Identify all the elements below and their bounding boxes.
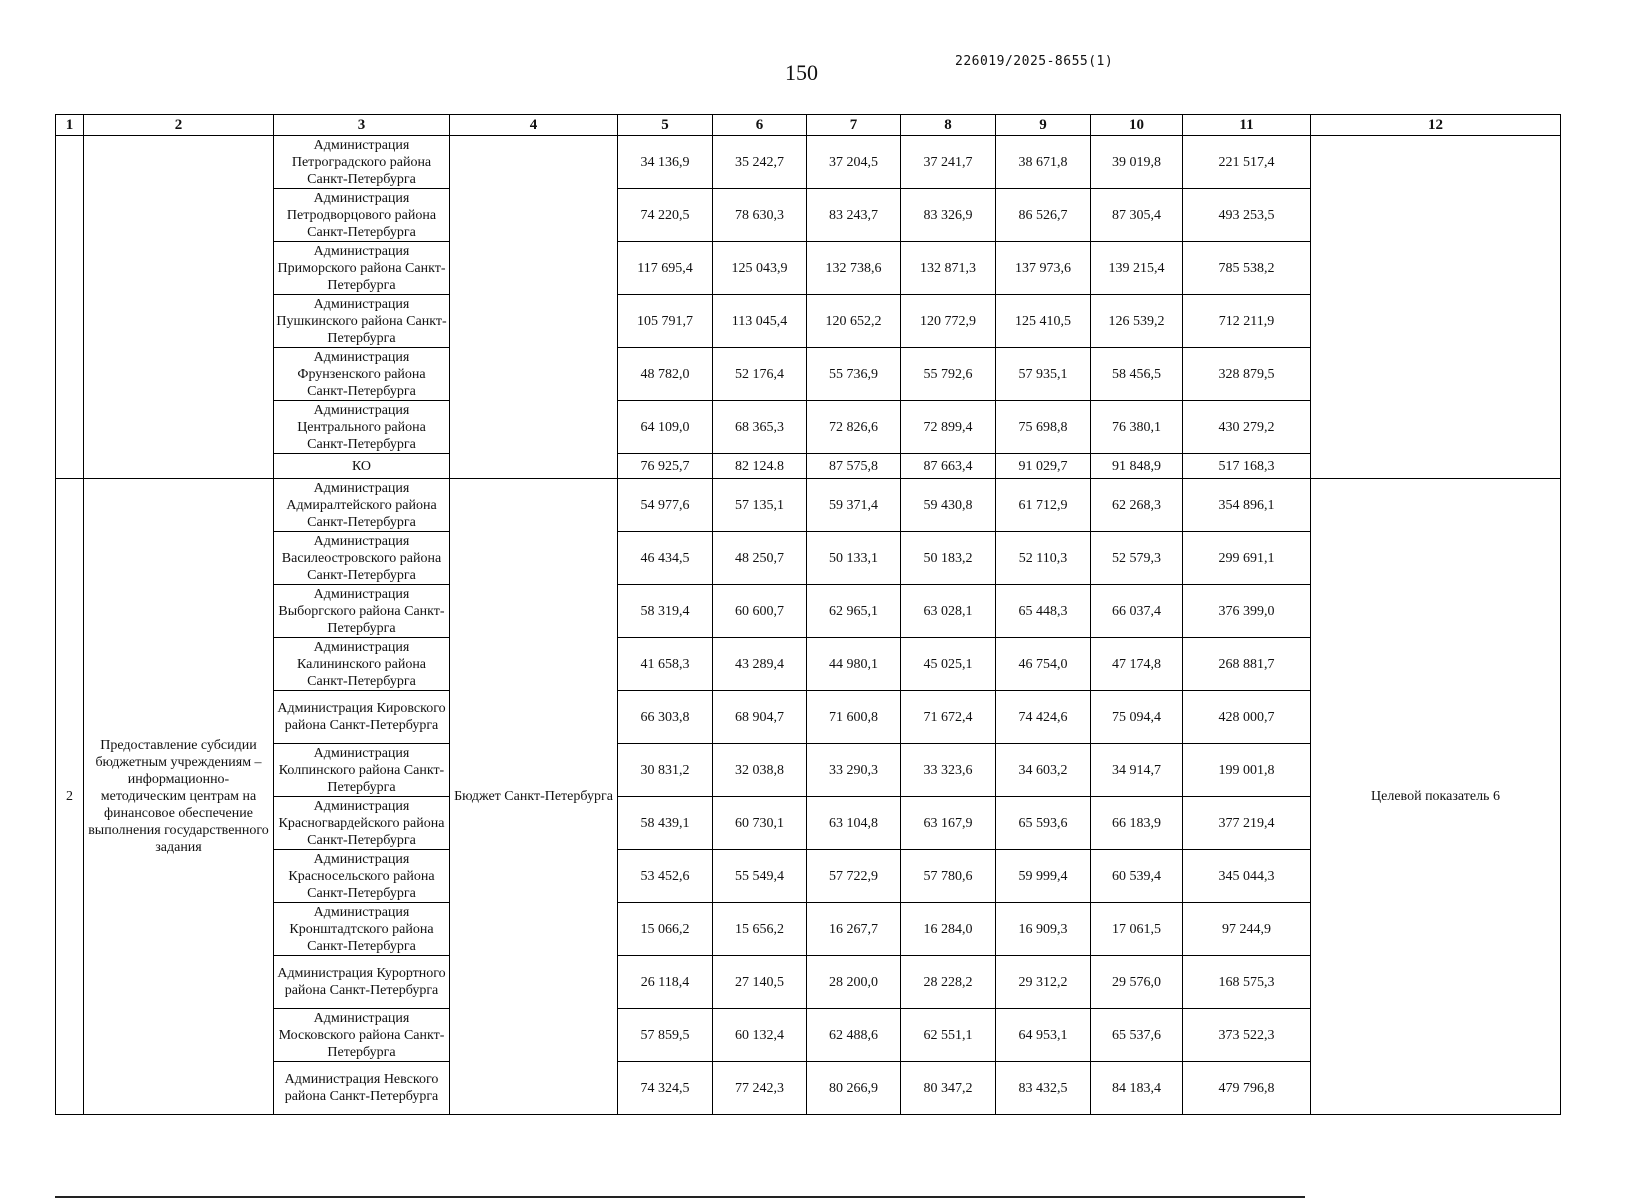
value-cell-col-6: 68 904,7 [713, 691, 807, 744]
executor-cell: Администрация Василеостровского района Санкт-Петербурга [274, 532, 450, 585]
executor-cell: Администрация Центрального района Санкт-Петербурга [274, 401, 450, 454]
value-cell-col-11: 493 253,5 [1183, 189, 1311, 242]
value-cell-col-6: 68 365,3 [713, 401, 807, 454]
executor-cell: Администрация Калининского района Санкт-Петербурга [274, 638, 450, 691]
value-cell-col-7: 132 738,6 [807, 242, 901, 295]
value-cell-col-7: 37 204,5 [807, 136, 901, 189]
value-cell-col-7: 83 243,7 [807, 189, 901, 242]
value-cell-col-9: 34 603,2 [996, 744, 1091, 797]
value-cell-col-8: 57 780,6 [901, 850, 996, 903]
value-cell-col-11: 354 896,1 [1183, 479, 1311, 532]
executor-cell: Администрация Пушкинского района Санкт-Петербурга [274, 295, 450, 348]
executor-cell: Администрация Красногвардейского района Санкт-Петербурга [274, 797, 450, 850]
value-cell-col-5: 46 434,5 [618, 532, 713, 585]
value-cell-col-8: 50 183,2 [901, 532, 996, 585]
value-cell-col-7: 80 266,9 [807, 1062, 901, 1115]
value-cell-col-10: 91 848,9 [1091, 454, 1183, 479]
column-number-header-row [56, 115, 1561, 136]
executor-cell: Администрация Адмиралтейского района Санкт-Петербурга [274, 479, 450, 532]
value-cell-col-9: 38 671,8 [996, 136, 1091, 189]
value-cell-col-10: 126 539,2 [1091, 295, 1183, 348]
value-cell-col-7: 62 965,1 [807, 585, 901, 638]
executor-cell: Администрация Красносельского района Санкт-Петербурга [274, 850, 450, 903]
value-cell-col-11: 479 796,8 [1183, 1062, 1311, 1115]
value-cell-col-7: 72 826,6 [807, 401, 901, 454]
value-cell-col-8: 83 326,9 [901, 189, 996, 242]
executor-cell: Администрация Кронштадтского района Санкт-Петербурга [274, 903, 450, 956]
value-cell-col-5: 41 658,3 [618, 638, 713, 691]
column-header-12: 12 [1311, 115, 1561, 136]
executor-cell: Администрация Курортного района Санкт-Петербурга [274, 956, 450, 1009]
value-cell-col-6: 78 630,3 [713, 189, 807, 242]
executor-cell: Администрация Колпинского района Санкт-Петербурга [274, 744, 450, 797]
column-header-1: 1 [56, 115, 84, 136]
event-description-cell [84, 136, 274, 479]
value-cell-col-8: 63 167,9 [901, 797, 996, 850]
value-cell-col-10: 75 094,4 [1091, 691, 1183, 744]
value-cell-col-7: 57 722,9 [807, 850, 901, 903]
executor-cell: Администрация Петродворцового района Санкт-Петербурга [274, 189, 450, 242]
value-cell-col-6: 60 132,4 [713, 1009, 807, 1062]
column-header-4: 4 [450, 115, 618, 136]
value-cell-col-10: 62 268,3 [1091, 479, 1183, 532]
value-cell-col-5: 54 977,6 [618, 479, 713, 532]
executor-cell: Администрация Московского района Санкт-Петербурга [274, 1009, 450, 1062]
value-cell-col-11: 299 691,1 [1183, 532, 1311, 585]
value-cell-col-8: 55 792,6 [901, 348, 996, 401]
value-cell-col-11: 373 522,3 [1183, 1009, 1311, 1062]
value-cell-col-5: 74 220,5 [618, 189, 713, 242]
value-cell-col-6: 27 140,5 [713, 956, 807, 1009]
value-cell-col-8: 33 323,6 [901, 744, 996, 797]
value-cell-col-6: 82 124.8 [713, 454, 807, 479]
value-cell-col-5: 58 319,4 [618, 585, 713, 638]
value-cell-col-6: 125 043,9 [713, 242, 807, 295]
table-row [56, 479, 1561, 532]
executor-cell: Администрация Приморского района Санкт-Петербурга [274, 242, 450, 295]
value-cell-col-6: 57 135,1 [713, 479, 807, 532]
value-cell-col-8: 132 871,3 [901, 242, 996, 295]
value-cell-col-6: 60 600,7 [713, 585, 807, 638]
value-cell-col-5: 26 118,4 [618, 956, 713, 1009]
executor-cell: Администрация Фрунзенского района Санкт-Петербурга [274, 348, 450, 401]
value-cell-col-7: 50 133,1 [807, 532, 901, 585]
column-header-3: 3 [274, 115, 450, 136]
value-cell-col-11: 168 575,3 [1183, 956, 1311, 1009]
column-header-5: 5 [618, 115, 713, 136]
column-header-7: 7 [807, 115, 901, 136]
value-cell-col-9: 64 953,1 [996, 1009, 1091, 1062]
value-cell-col-10: 29 576,0 [1091, 956, 1183, 1009]
value-cell-col-8: 72 899,4 [901, 401, 996, 454]
value-cell-col-7: 87 575,8 [807, 454, 901, 479]
executor-cell: Администрация Выборгского района Санкт-Петербурга [274, 585, 450, 638]
value-cell-col-9: 74 424,6 [996, 691, 1091, 744]
funding-source-cell [450, 136, 618, 479]
column-header-11: 11 [1183, 115, 1311, 136]
value-cell-col-9: 52 110,3 [996, 532, 1091, 585]
value-cell-col-7: 63 104,8 [807, 797, 901, 850]
value-cell-col-9: 29 312,2 [996, 956, 1091, 1009]
value-cell-col-9: 65 593,6 [996, 797, 1091, 850]
executor-cell: Администрация Петроградского района Санкт-Петербурга [274, 136, 450, 189]
value-cell-col-10: 52 579,3 [1091, 532, 1183, 585]
column-header-10: 10 [1091, 115, 1183, 136]
value-cell-col-8: 71 672,4 [901, 691, 996, 744]
value-cell-col-6: 60 730,1 [713, 797, 807, 850]
table-body [56, 136, 1561, 1115]
value-cell-col-6: 77 242,3 [713, 1062, 807, 1115]
value-cell-col-6: 15 656,2 [713, 903, 807, 956]
value-cell-col-10: 60 539,4 [1091, 850, 1183, 903]
value-cell-col-11: 430 279,2 [1183, 401, 1311, 454]
value-cell-col-5: 58 439,1 [618, 797, 713, 850]
row-number-cell [56, 136, 84, 479]
value-cell-col-6: 55 549,4 [713, 850, 807, 903]
value-cell-col-9: 125 410,5 [996, 295, 1091, 348]
value-cell-col-7: 28 200,0 [807, 956, 901, 1009]
value-cell-col-9: 57 935,1 [996, 348, 1091, 401]
value-cell-col-11: 97 244,9 [1183, 903, 1311, 956]
value-cell-col-8: 45 025,1 [901, 638, 996, 691]
value-cell-col-10: 76 380,1 [1091, 401, 1183, 454]
value-cell-col-5: 74 324,5 [618, 1062, 713, 1115]
value-cell-col-11: 268 881,7 [1183, 638, 1311, 691]
value-cell-col-6: 35 242,7 [713, 136, 807, 189]
value-cell-col-5: 15 066,2 [618, 903, 713, 956]
value-cell-col-11: 712 211,9 [1183, 295, 1311, 348]
value-cell-col-11: 376 399,0 [1183, 585, 1311, 638]
value-cell-col-8: 120 772,9 [901, 295, 996, 348]
value-cell-col-8: 62 551,1 [901, 1009, 996, 1062]
table-row [56, 136, 1561, 189]
value-cell-col-5: 76 925,7 [618, 454, 713, 479]
target-indicator-cell [1311, 136, 1561, 479]
value-cell-col-7: 59 371,4 [807, 479, 901, 532]
column-header-2: 2 [84, 115, 274, 136]
value-cell-col-11: 345 044,3 [1183, 850, 1311, 903]
page-number: 150 [785, 60, 818, 85]
value-cell-col-10: 66 037,4 [1091, 585, 1183, 638]
value-cell-col-9: 46 754,0 [996, 638, 1091, 691]
value-cell-col-7: 16 267,7 [807, 903, 901, 956]
budget-table [55, 114, 1561, 1115]
value-cell-col-10: 34 914,7 [1091, 744, 1183, 797]
executor-cell: Администрация Кировского района Санкт-Петербурга [274, 691, 450, 744]
value-cell-col-8: 59 430,8 [901, 479, 996, 532]
target-indicator-cell: Целевой показатель 6 [1311, 479, 1561, 1115]
value-cell-col-8: 37 241,7 [901, 136, 996, 189]
value-cell-col-11: 785 538,2 [1183, 242, 1311, 295]
value-cell-col-7: 33 290,3 [807, 744, 901, 797]
value-cell-col-7: 44 980,1 [807, 638, 901, 691]
value-cell-col-9: 16 909,3 [996, 903, 1091, 956]
value-cell-col-5: 66 303,8 [618, 691, 713, 744]
value-cell-col-5: 53 452,6 [618, 850, 713, 903]
executor-cell: КО [274, 454, 450, 479]
value-cell-col-11: 328 879,5 [1183, 348, 1311, 401]
value-cell-col-9: 137 973,6 [996, 242, 1091, 295]
document-code: 226019/2025-8655(1) [955, 54, 1114, 69]
value-cell-col-6: 48 250,7 [713, 532, 807, 585]
value-cell-col-7: 55 736,9 [807, 348, 901, 401]
value-cell-col-5: 105 791,7 [618, 295, 713, 348]
value-cell-col-7: 120 652,2 [807, 295, 901, 348]
value-cell-col-11: 517 168,3 [1183, 454, 1311, 479]
value-cell-col-9: 61 712,9 [996, 479, 1091, 532]
value-cell-col-9: 75 698,8 [996, 401, 1091, 454]
value-cell-col-11: 428 000,7 [1183, 691, 1311, 744]
value-cell-col-9: 65 448,3 [996, 585, 1091, 638]
value-cell-col-8: 16 284,0 [901, 903, 996, 956]
row-number-cell: 2 [56, 479, 84, 1115]
value-cell-col-8: 28 228,2 [901, 956, 996, 1009]
value-cell-col-5: 48 782,0 [618, 348, 713, 401]
value-cell-col-10: 84 183,4 [1091, 1062, 1183, 1115]
value-cell-col-10: 58 456,5 [1091, 348, 1183, 401]
value-cell-col-8: 80 347,2 [901, 1062, 996, 1115]
value-cell-col-10: 66 183,9 [1091, 797, 1183, 850]
value-cell-col-10: 139 215,4 [1091, 242, 1183, 295]
column-header-6: 6 [713, 115, 807, 136]
value-cell-col-10: 47 174,8 [1091, 638, 1183, 691]
value-cell-col-9: 86 526,7 [996, 189, 1091, 242]
value-cell-col-5: 34 136,9 [618, 136, 713, 189]
value-cell-col-9: 83 432,5 [996, 1062, 1091, 1115]
value-cell-col-6: 52 176,4 [713, 348, 807, 401]
value-cell-col-6: 43 289,4 [713, 638, 807, 691]
value-cell-col-11: 221 517,4 [1183, 136, 1311, 189]
value-cell-col-10: 17 061,5 [1091, 903, 1183, 956]
value-cell-col-11: 199 001,8 [1183, 744, 1311, 797]
column-header-8: 8 [901, 115, 996, 136]
value-cell-col-7: 71 600,8 [807, 691, 901, 744]
funding-source-cell: Бюджет Санкт-Петербурга [450, 479, 618, 1115]
value-cell-col-5: 117 695,4 [618, 242, 713, 295]
value-cell-col-6: 32 038,8 [713, 744, 807, 797]
value-cell-col-8: 87 663,4 [901, 454, 996, 479]
column-header-9: 9 [996, 115, 1091, 136]
bottom-rule [55, 1196, 1305, 1198]
event-description-cell: Предоставление субсидии бюджетным учреждениям – информационно-методическим центрам на финансовое обеспечение выполнения государственного задания [84, 479, 274, 1115]
value-cell-col-9: 59 999,4 [996, 850, 1091, 903]
value-cell-col-10: 87 305,4 [1091, 189, 1183, 242]
value-cell-col-9: 91 029,7 [996, 454, 1091, 479]
value-cell-col-10: 39 019,8 [1091, 136, 1183, 189]
value-cell-col-6: 113 045,4 [713, 295, 807, 348]
value-cell-col-5: 64 109,0 [618, 401, 713, 454]
value-cell-col-11: 377 219,4 [1183, 797, 1311, 850]
value-cell-col-5: 30 831,2 [618, 744, 713, 797]
value-cell-col-7: 62 488,6 [807, 1009, 901, 1062]
executor-cell: Администрация Невского района Санкт-Петербурга [274, 1062, 450, 1115]
value-cell-col-5: 57 859,5 [618, 1009, 713, 1062]
value-cell-col-10: 65 537,6 [1091, 1009, 1183, 1062]
value-cell-col-8: 63 028,1 [901, 585, 996, 638]
